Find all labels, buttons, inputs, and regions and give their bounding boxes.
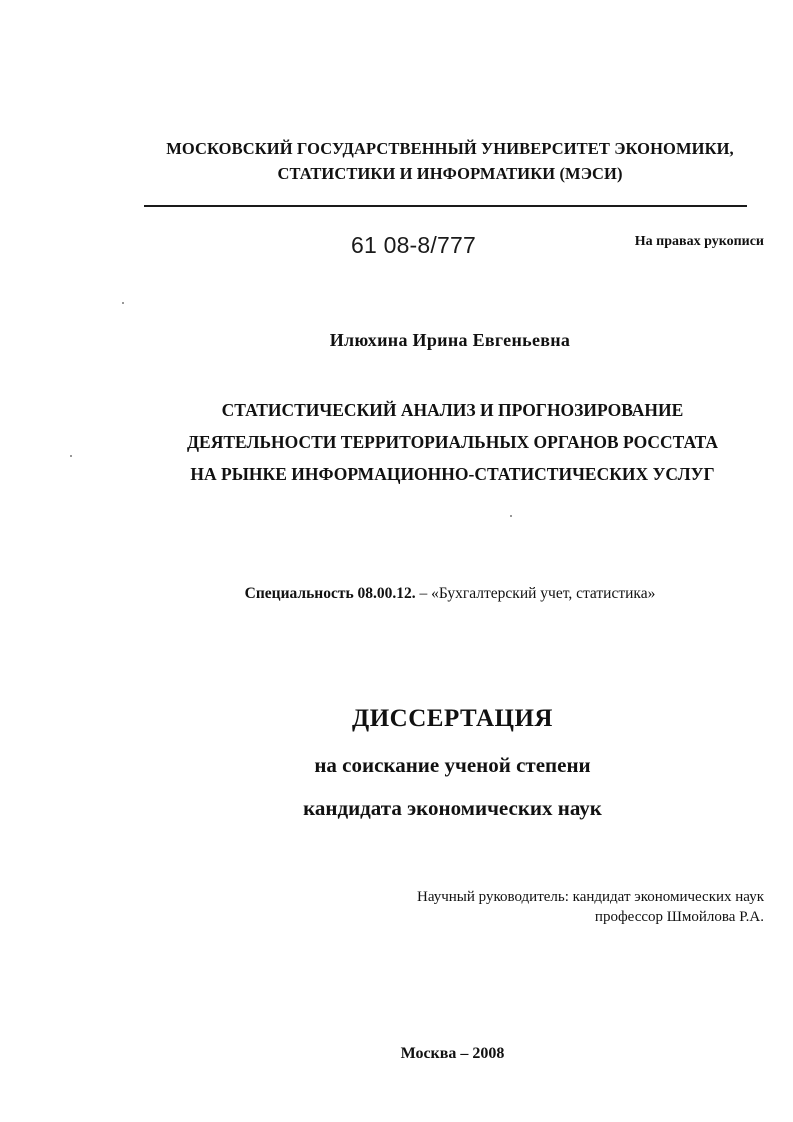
specialty [120, 585, 780, 603]
advisor-line-2: профессор Шмойлова Р.А. [594, 909, 764, 925]
registry-number: 61 08-8/777 [351, 232, 476, 258]
scientific-advisor [300, 887, 764, 927]
advisor-line-1: Научный руководитель: кандидат экономических наук [417, 889, 764, 905]
dissertation-title-line-2: ДЕЯТЕЛЬНОСТИ ТЕРРИТОРИАЛЬНЫХ ОРГАНОВ РОССТАТА [186, 432, 719, 452]
dissertation-label: ДИССЕРТАЦИЯ [352, 705, 553, 732]
scan-speck [122, 302, 124, 304]
degree-line-2: кандидата экономических наук [303, 796, 602, 820]
university-name-line-1: МОСКОВСКИЙ ГОСУДАРСТВЕННЫЙ УНИВЕРСИТЕТ ЭКОНОМИКИ, [166, 139, 734, 158]
university-name-line-2: СТАТИСТИКИ И ИНФОРМАТИКИ (МЭСИ) [277, 164, 623, 183]
manuscript-rights-note: На правах рукописи [634, 234, 764, 249]
author-name: Илюхина Ирина Евгеньевна [329, 330, 571, 350]
dissertation-title-line-3: НА РЫНКЕ ИНФОРМАЦИОННО-СТАТИСТИЧЕСКИХ УСЛУГ [190, 464, 715, 484]
degree-line-1: на соискание ученой степени [314, 753, 591, 777]
header-divider [144, 205, 747, 207]
scan-speck [510, 515, 512, 517]
city-year: Москва – 2008 [400, 1045, 505, 1062]
dissertation-title [100, 394, 793, 490]
specialty-label: Специальность 08.00.12. [244, 585, 416, 602]
dissertation-title-line-1: СТАТИСТИЧЕСКИЙ АНАЛИЗ И ПРОГНОЗИРОВАНИЕ [221, 400, 684, 420]
scan-speck [70, 455, 72, 457]
university-name [120, 136, 780, 186]
specialty-value: – «Бухгалтерский учет, статистика» [415, 585, 656, 602]
